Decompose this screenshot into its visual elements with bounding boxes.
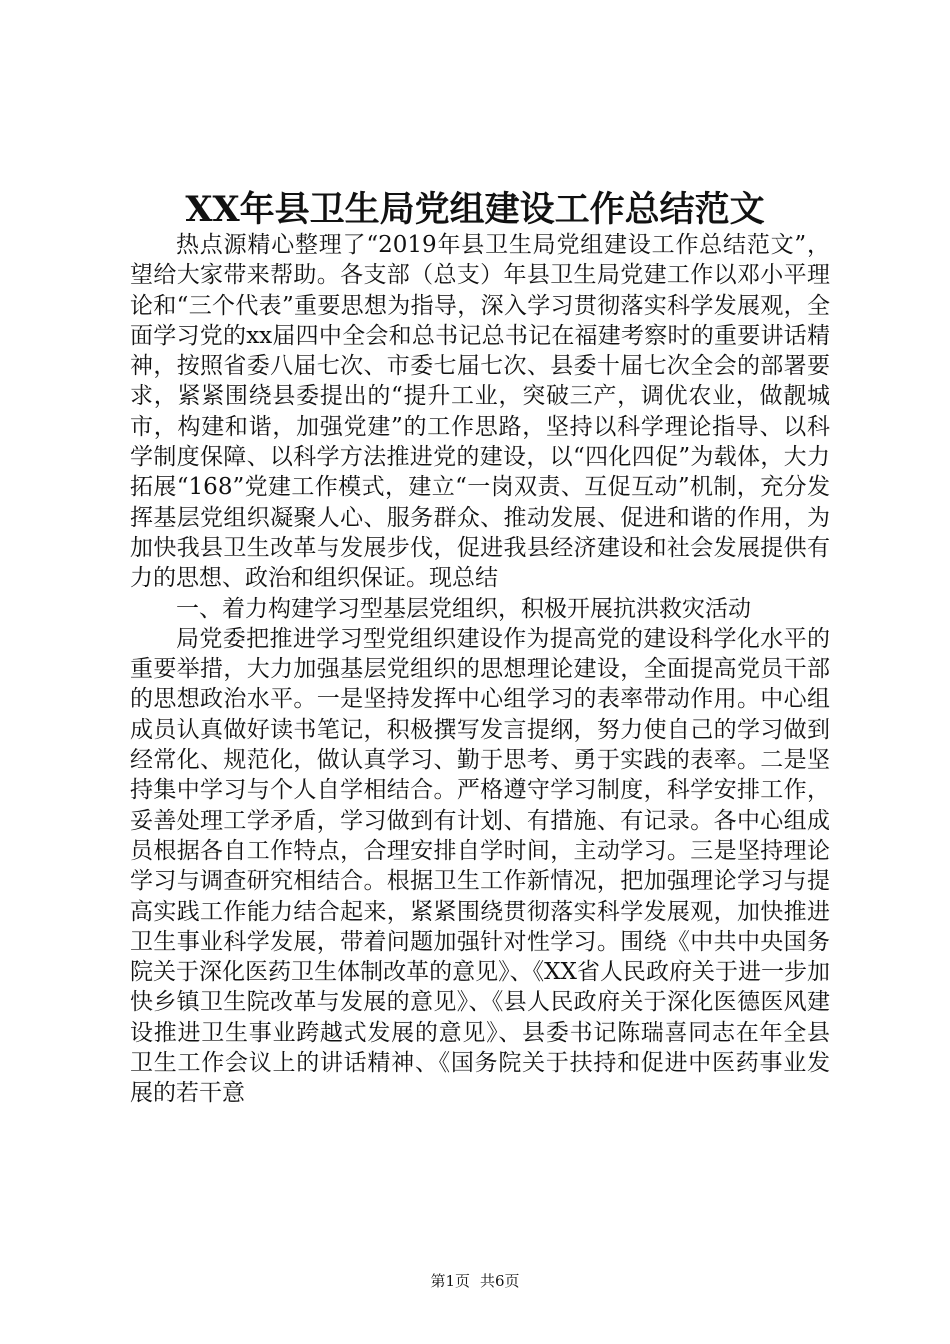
page-number: 第1页	[430, 1272, 470, 1290]
section-heading: 一、着力构建学习型基层党组织，积极开展抗洪救灾活动	[176, 595, 751, 622]
section-paragraph: 局党委把推进学习型党组织建设作为提高党的建设科学化水平的重要举措，大力加强基层党组织的思想理论建设，全面提高党员干部的思想政治水平。一是坚持发挥中心组学习的表率带动作用。中心组成员认真做好读书笔记，积极撰写发言提纲，努力使自己的学习做到经常化、规范化，做认真学习、勤于思考、勇于实践的表率。二是坚持集中学习与个人自学相结合。严格遵守学习制度，科学安排工作，妥善处理工学矛盾，学习做到有计划、有措施、有记录。各中心组成员根据各自工作特点，合理安排自学时间，主动学习。三是坚持理论学习与调查研究相结合。根据卫生工作新情况，把加强理论学习与提高实践工作能力结合起来，紧紧围绕贯彻落实科学发展观，加快推进卫生事业科学发展，带着问题加强针对性学习。围绕《中共中央国务院关于深化医药卫生体制改革的意见》、《XX省人民政府关于进一步加快乡镇卫生院改革与发展的意见》、《县人民政府关于深化医德医风建设推进卫生事业跨越式发展的意见》、县委书记陈瑞喜同志在年全县卫生工作会议上的讲话精神、《国务院关于扶持和促进中医药事业发展的若干意	[130, 625, 830, 1107]
page-footer	[0, 1271, 950, 1291]
intro-paragraph: 热点源精心整理了“2019年县卫生局党组建设工作总结范文”，望给大家带来帮助。各支部（总支）年县卫生局党建工作以邓小平理论和“三个代表”重要思想为指导，深入学习贯彻落实科学发展观，全面学习党的xx届四中全会和总书记总书记在福建考察时的重要讲话精神，按照省委八届七次、市委七届七次、县委十届七次全会的部署要求，紧紧围绕县委提出的“提升工业，突破三产，调优农业，做靓城市，构建和谐，加强党建”的工作思路，坚持以科学理论指导、以科学制度保障、以科学方法推进党的建设，以“四化四促”为载体，大力拓展“168”党建工作模式，建立“一岗双责、互促互动”机制，充分发挥基层党组织凝聚人心、服务群众、推动发展、促进和谐的作用，为加快我县卫生改革与发展步伐，促进我县经济建设和社会发展提供有力的思想、政治和组织保证。现总结	[130, 232, 830, 592]
document-title: XX年县卫生局党组建设工作总结范文	[185, 189, 765, 230]
document-body	[130, 230, 830, 1109]
page-total: 共6页	[480, 1272, 520, 1290]
